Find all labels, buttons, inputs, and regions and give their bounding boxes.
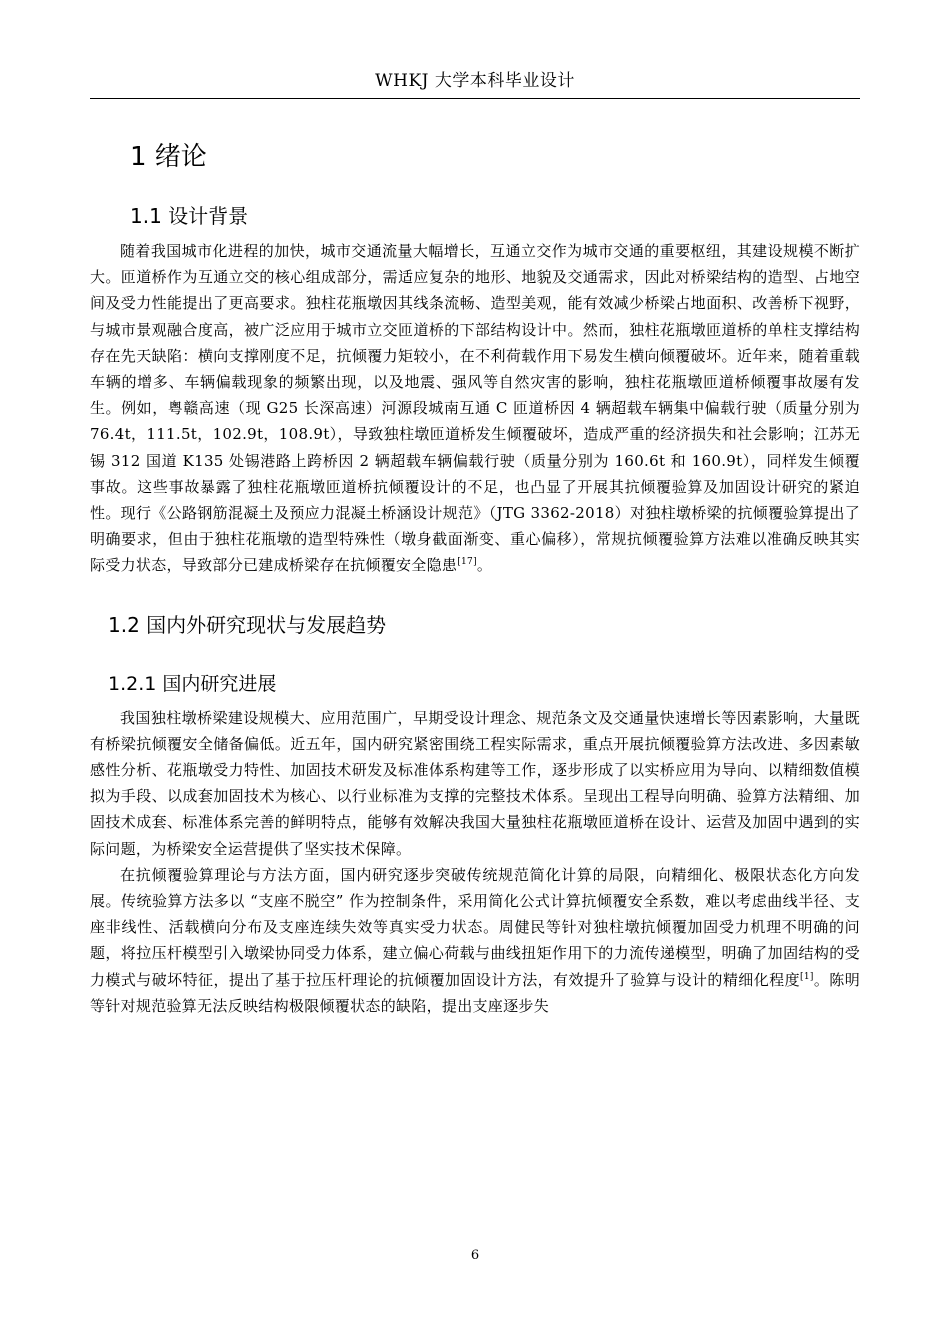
section-title-1-1: 1.1 设计背景 <box>130 204 249 228</box>
paragraph-domestic-methods <box>90 862 860 1019</box>
section-title-1-2: 1.2 国内外研究现状与发展趋势 <box>108 612 387 637</box>
citation-mark: [1] <box>800 971 814 982</box>
paragraph-tail: 。 <box>476 556 493 575</box>
page-number: 6 <box>470 1248 480 1263</box>
paragraph-domestic-overview <box>90 705 860 862</box>
page-content <box>90 134 860 1019</box>
header-rule <box>90 98 860 99</box>
paragraph-text: 在抗倾覆验算理论与方法方面，国内研究逐步突破传统规范简化计算的局限，向精细化、极限状态化方向发展。传统验算方法多以 “支座不脱空” 作为控制条件，采用简化公式计算抗倾覆安全系数，难以考虑曲线半径、支座非线性、活载横向分布及支座连续失效等真实受力状态。周健民等针对独柱墩抗倾覆加固受力机理不明确的问题，将拉压杆模型引入墩梁协同受力体系，建立偏心荷载与曲线扭矩作用下的力流传递模型，明确了加固结构的受力模式与破坏特征，提出了基于拉压杆理论的抗倾覆加固设计方法，有效提升了验算与设计的精细化程度 <box>90 865 860 989</box>
running-header: WHKJ 大学本科毕业设计 <box>375 71 575 91</box>
paragraph-text: 我国独柱墩桥梁建设规模大、应用范围广，早期受设计理念、规范条文及交通量快速增长等因素影响，大量既有桥梁抗倾覆安全储备偏低。近五年，国内研究紧密围绕工程实际需求，重点开展抗倾覆验算方法改进、多因素敏感性分析、花瓶墩受力特性、加固技术研发及标准体系构建等工作，逐步形成了以实桥应用为导向、以精细数值模拟为手段、以成套加固技术为核心、以行业标准为支撑的完整技术体系。呈现出工程导向明确、验算方法精细、加固技术成套、标准体系完善的鲜明特点，能够有效解决我国大量独柱花瓶墩匝道桥在设计、运营及加固中遇到的实际问题，为桥梁安全运营提供了坚实技术保障。 <box>90 708 860 858</box>
paragraph-text: 随着我国城市化进程的加快，城市交通流量大幅增长，互通立交作为城市交通的重要枢纽，其建设规模不断扩大。匝道桥作为互通立交的核心组成部分，需适应复杂的地形、地貌及交通需求，因此对桥梁结构的造型、占地空间及受力性能提出了更高要求。独柱花瓶墩因其线条流畅、造型美观，能有效减少桥梁占地面积、改善桥下视野，与城市景观融合度高，被广泛应用于城市立交匝道桥的下部结构设计中。然而，独柱花瓶墩匝道桥的单柱支撑结构存在先天缺陷：横向支撑刚度不足，抗倾覆力矩较小，在不利荷载作用下易发生横向倾覆破坏。近年来，随着重载车辆的增多、车辆偏载现象的频繁出现，以及地震、强风等自然灾害的影响，独柱花瓶墩匝道桥倾覆事故屡有发生。例如，粤赣高速（现 G25 长深高速）河源段城南互通 C 匝道桥因 4 辆超载车辆集中偏载行驶（质量分别为 76.4t，111.5t，102.9t，108.9t），导致独柱墩匝道桥发生倾覆破坏，造成严重的经济损失和社会影响；江苏无锡 312 国道 K135 处锡港路上跨桥因 2 辆超载车辆偏载行驶（质量分别为 160.6t 和 160.9t），同样发生倾覆事故。这些事故暴露了独柱花瓶墩匝道桥抗倾覆设计的不足，也凸显了开展其抗倾覆验算及加固设计研究的紧迫性。现行《公路钢筋混凝土及预应力混凝土桥涵设计规范》（JTG 3362-2018）对独柱墩桥梁的抗倾覆验算提出了明确要求，但由于独柱花瓶墩的造型特殊性（墩身截面渐变、重心偏移），常规抗倾覆验算方法难以准确反映其实际受力状态，导致部分已建成桥梁存在抗倾覆安全隐患 <box>90 242 860 575</box>
chapter-title: 1 绪论 <box>130 142 207 172</box>
paragraph-background <box>90 238 860 579</box>
section-title-1-2-1: 1.2.1 国内研究进展 <box>108 672 277 695</box>
citation-mark: [17] <box>457 557 477 568</box>
paragraph-tail: 。陈明等针对规范验算无法反映结构极限倾覆状态的缺陷，提出支座逐步失 <box>90 970 860 1015</box>
